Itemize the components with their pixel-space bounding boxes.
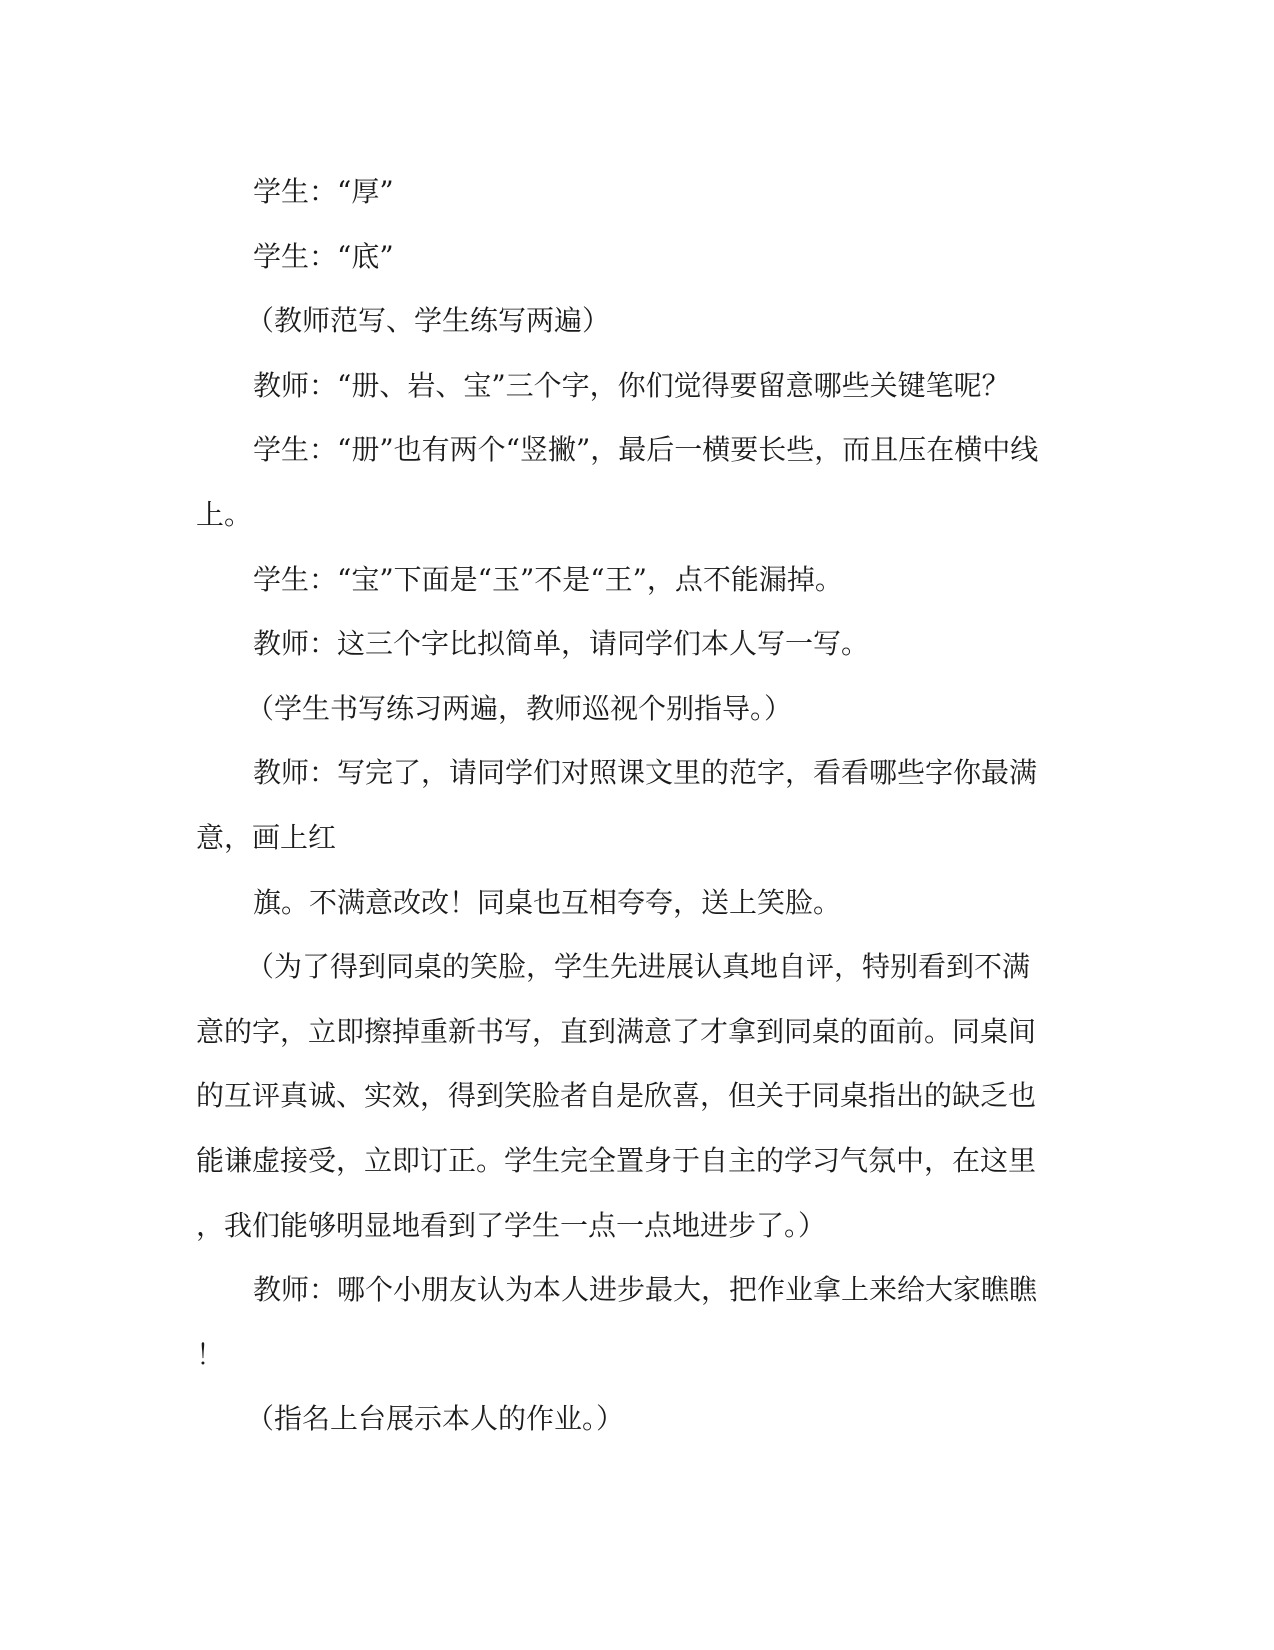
text-line: （学生书写练习两遍，教师巡视个别指导。） [246,691,793,725]
text-line: 教师：这三个字比拟简单，请同学们本人写一写。 [253,627,870,661]
text-line: 能谦虚接受，立即订正。学生完全置身于自主的学习气氛中，在这里 [196,1143,1037,1177]
text-line: 学生：“宝”下面是“玉”不是“王”，点不能漏掉。 [253,562,843,596]
text-line: 意，画上红 [196,820,337,854]
text-line: 教师：哪个小朋友认为本人进步最大，把作业拿上来给大家瞧瞧 [253,1273,1038,1307]
text-line: 学生：“底” [253,239,394,273]
text-line: ，我们能够明显地看到了学生一点一点地进步了。） [196,1208,827,1242]
text-line: 学生：“册”也有两个“竖撇”，最后一横要长些，而且压在横中线 [253,433,1039,467]
document-body [196,160,1076,1452]
text-line: （为了得到同桌的笑脸，学生先进展认真地自评，特别看到不满 [246,950,1031,984]
text-line: 上。 [196,497,253,531]
text-line: 旗。不满意改改！同桌也互相夸夸，送上笑脸。 [253,885,842,919]
text-line: 教师：写完了，请同学们对照课文里的范字，看看哪些字你最满 [253,756,1038,790]
text-line: （指名上台展示本人的作业。） [246,1402,625,1436]
text-line: 的互评真诚、实效，得到笑脸者自是欣喜，但关于同桌指出的缺乏也 [196,1079,1037,1113]
text-line: （教师范写、学生练写两遍） [246,304,611,338]
text-line: ！ [196,1337,225,1371]
text-line: 教师：“册、岩、宝”三个字，你们觉得要留意哪些关键笔呢？ [253,368,1010,402]
text-line: 学生：“厚” [253,175,394,208]
text-line: 意的字，立即擦掉重新书写，直到满意了才拿到同桌的面前。同桌间 [196,1014,1037,1048]
